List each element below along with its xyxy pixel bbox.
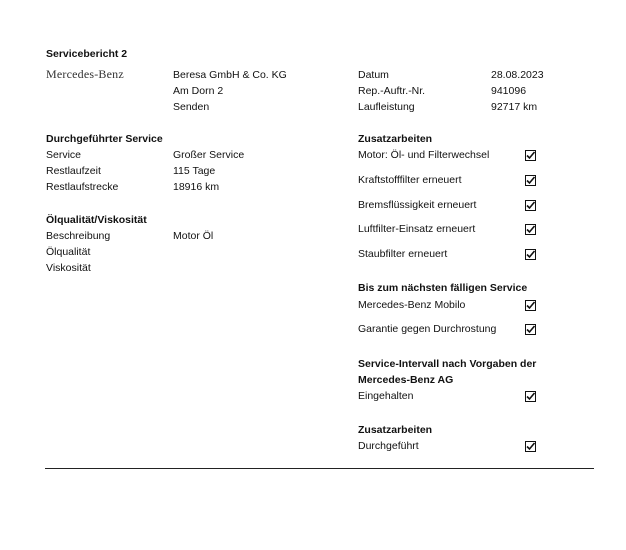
checked-checkbox-icon: [525, 441, 536, 452]
remaining-time-label: Restlaufzeit: [46, 165, 101, 177]
service-label: Service: [46, 149, 82, 161]
meta-value-mileage: 92717 km: [491, 101, 538, 113]
extra-work-item-label: Bremsflüssigkeit erneuert: [358, 199, 477, 211]
oil-description-label: Beschreibung: [46, 230, 111, 242]
oil-heading: Ölqualität/Viskosität: [46, 214, 147, 226]
checked-checkbox-icon: [525, 300, 536, 311]
checked-checkbox-icon: [525, 175, 536, 186]
extra-work-heading: Zusatzarbeiten: [358, 133, 433, 145]
checked-checkbox-icon: [525, 324, 536, 335]
dealer-name: Beresa GmbH & Co. KG: [173, 69, 287, 81]
oil-description-value: Motor Öl: [173, 230, 214, 242]
bottom-divider: [45, 468, 594, 469]
dealer-street: Am Dorn 2: [173, 85, 224, 97]
service-value: Großer Service: [173, 149, 245, 161]
extra-work-2-item-label: Durchgeführt: [358, 440, 419, 452]
report-title: Servicebericht 2: [46, 48, 128, 60]
meta-value-order: 941096: [491, 85, 527, 97]
meta-value-date: 28.08.2023: [491, 69, 544, 81]
remaining-distance-label: Restlaufstrecke: [46, 181, 119, 193]
brand-logo-text: Mercedes-Benz: [46, 67, 124, 81]
meta-label-mileage: Laufleistung: [358, 101, 415, 113]
extra-work-2-heading: Zusatzarbeiten: [358, 424, 433, 436]
interval-item-label: Eingehalten: [358, 390, 414, 402]
checked-checkbox-icon: [525, 224, 536, 235]
extra-work-item-label: Luftfilter-Einsatz erneuert: [358, 223, 476, 235]
oil-viscosity-label: Viskosität: [46, 262, 91, 274]
meta-label-date: Datum: [358, 69, 389, 81]
checked-checkbox-icon: [525, 391, 536, 402]
next-service-item-label: Garantie gegen Durchrostung: [358, 323, 497, 335]
interval-heading-line2: Mercedes-Benz AG: [358, 374, 454, 386]
checked-checkbox-icon: [525, 200, 536, 211]
dealer-city: Senden: [173, 101, 210, 113]
remaining-time-value: 115 Tage: [173, 165, 216, 177]
extra-work-item-label: Motor: Öl- und Filterwechsel: [358, 149, 490, 161]
meta-label-order: Rep.-Auftr.-Nr.: [358, 85, 426, 97]
next-service-heading: Bis zum nächsten fälligen Service: [358, 282, 528, 294]
extra-work-item-label: Kraftstofffilter erneuert: [358, 174, 462, 186]
remaining-distance-value: 18916 km: [173, 181, 220, 193]
checked-checkbox-icon: [525, 249, 536, 260]
next-service-item-label: Mercedes-Benz Mobilo: [358, 299, 466, 311]
interval-heading: Service-Intervall nach Vorgaben der: [358, 358, 537, 370]
checked-checkbox-icon: [525, 150, 536, 161]
extra-work-item-label: Staubfilter erneuert: [358, 248, 448, 260]
oil-quality-label: Ölqualität: [46, 246, 91, 258]
service-heading: Durchgeführter Service: [46, 133, 163, 145]
